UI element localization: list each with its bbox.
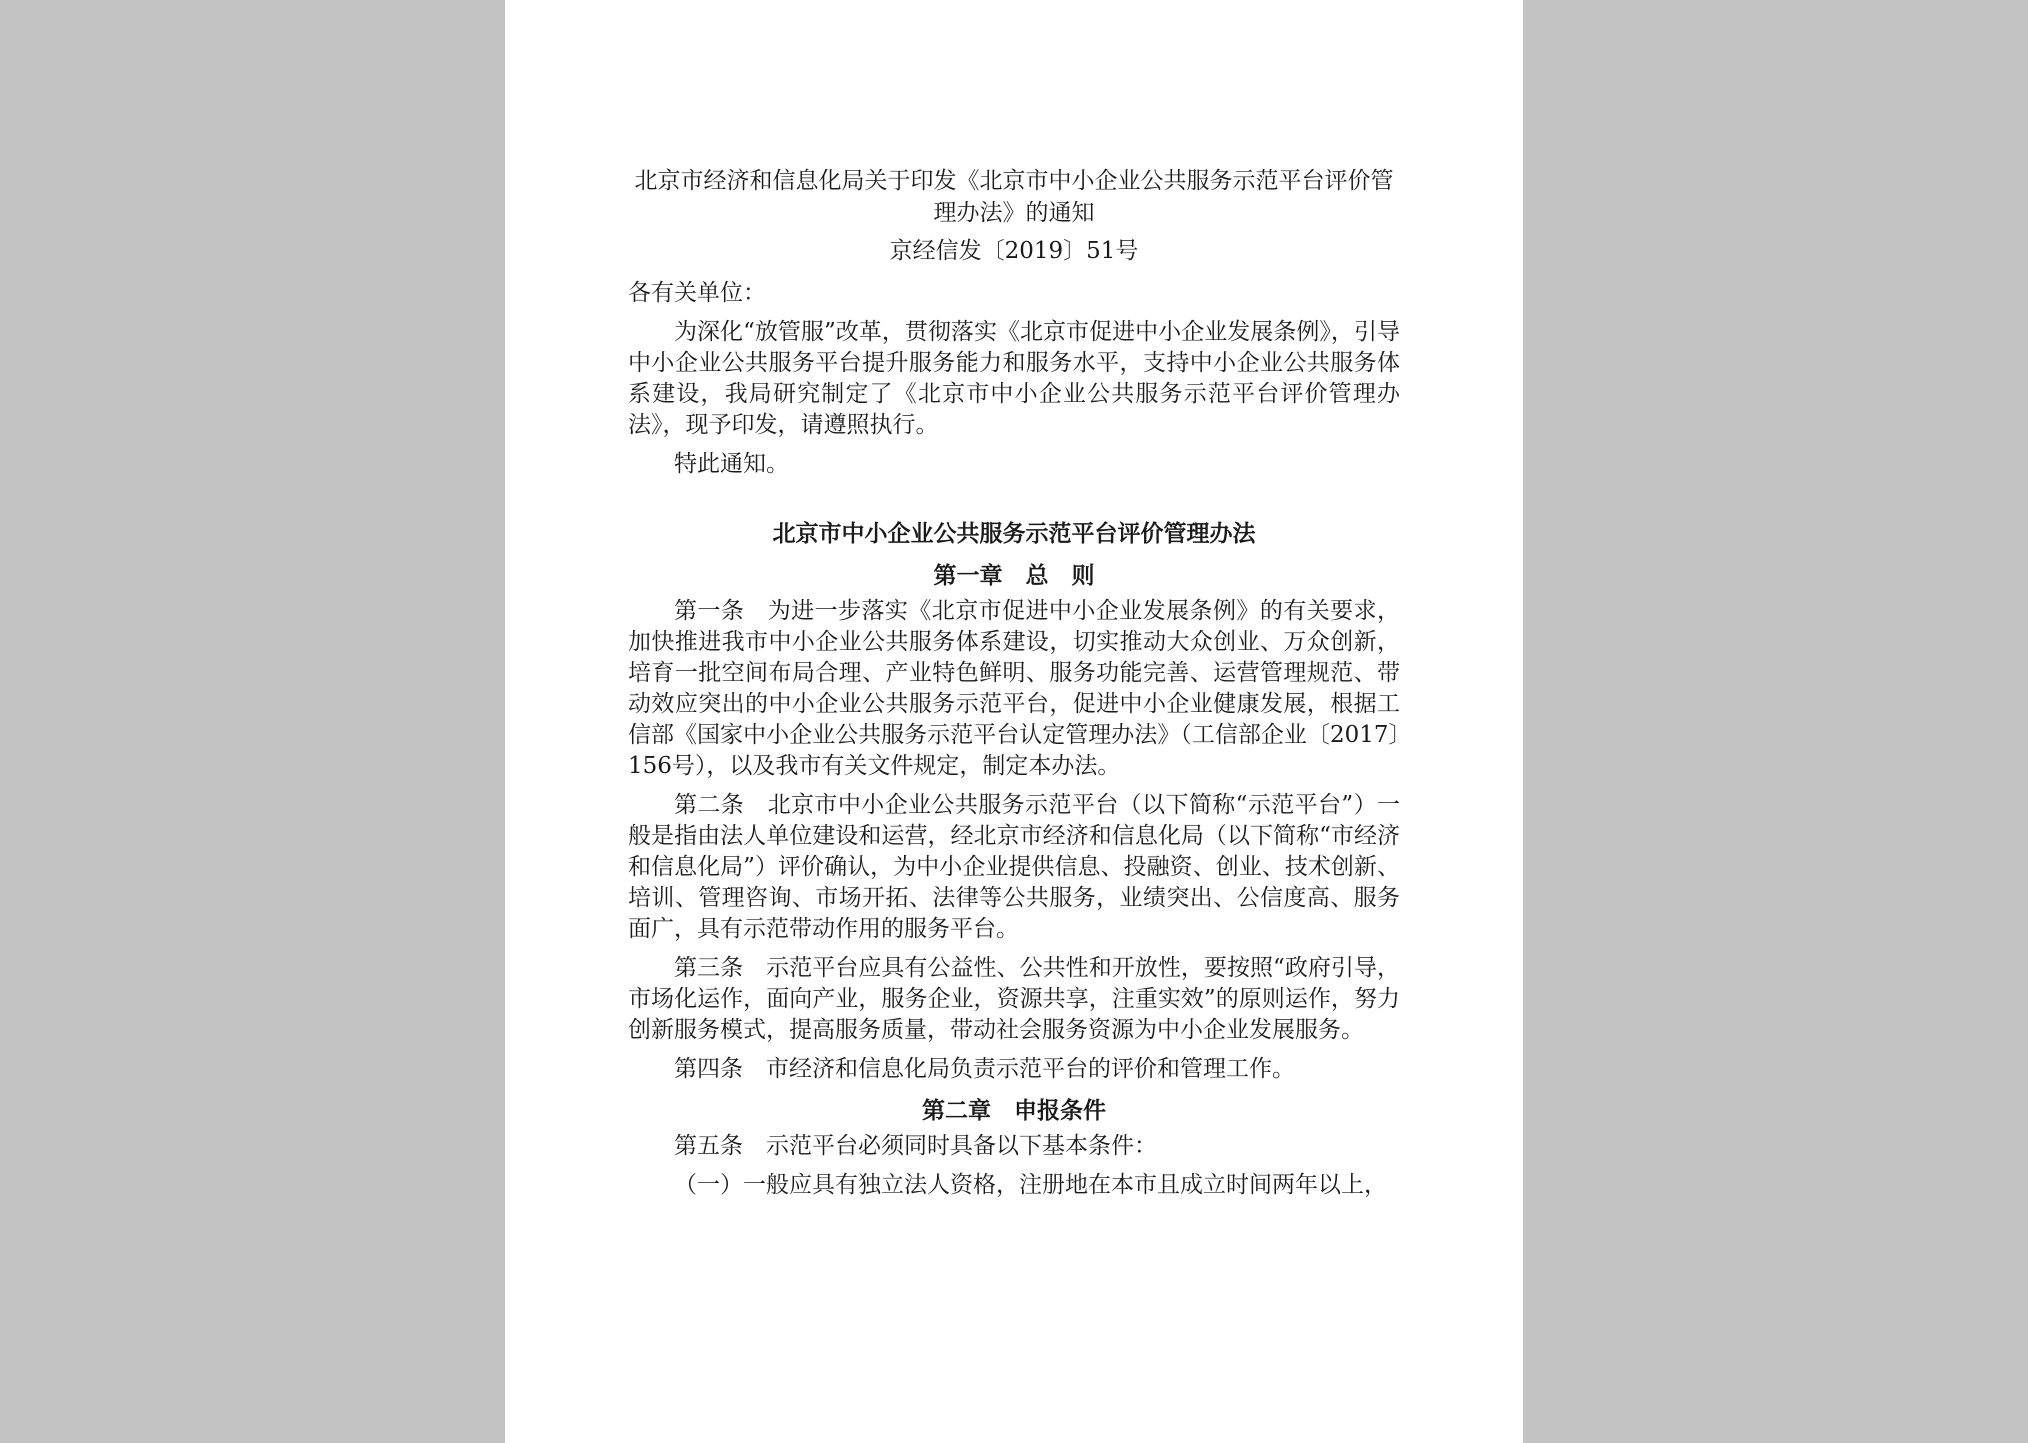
document-page xyxy=(505,0,1523,1443)
measures-title: 北京市中小企业公共服务示范平台评价管理办法 xyxy=(772,520,1256,547)
article-5: 第五条 示范平台必须同时具备以下基本条件： xyxy=(674,1133,1157,1159)
document-number: 京经信发〔2019〕51号 xyxy=(889,238,1139,264)
article-3: 第三条 示范平台应具有公益性、公共性和开放性，要按照“政府引导，市场化运作，面向产业，服务企业，资源共享，注重实效”的原则运作，努力创新服务模式，提高服务质量，带动社会服务资源为中小企业发展服务。 xyxy=(628,955,1400,1043)
chapter-2-heading: 第二章 申报条件 xyxy=(922,1097,1106,1124)
chapter-1-heading: 第一章 总 则 xyxy=(933,562,1095,589)
article-2: 第二条 北京市中小企业公共服务示范平台（以下简称“示范平台”）一般是指由法人单位建设和运营，经北京市经济和信息化局（以下简称“市经济和信息化局”）评价确认，为中小企业提供信息、投融资、创业、技术创新、培训、管理咨询、市场开拓、法律等公共服务，业绩突出、公信度高、服务面广，具有示范带动作用的服务平台。 xyxy=(628,792,1400,942)
document-content xyxy=(628,165,1400,1201)
notice-closing: 特此通知。 xyxy=(674,451,789,477)
chapter-1-articles xyxy=(628,596,1400,1085)
salutation: 各有关单位： xyxy=(628,280,766,306)
article-5-item-1: （一）一般应具有独立法人资格，注册地在本市且成立时间两年以上， xyxy=(674,1172,1387,1198)
chapter-2-articles xyxy=(628,1131,1400,1201)
article-4: 第四条 市经济和信息化局负责示范平台的评价和管理工作。 xyxy=(674,1056,1295,1082)
notice-title: 北京市经济和信息化局关于印发《北京市中小企业公共服务示范平台评价管理办法》的通知 xyxy=(634,168,1394,226)
notice-paragraph: 为深化“放管服”改革，贯彻落实《北京市促进中小企业发展条例》，引导中小企业公共服务平台提升服务能力和服务水平，支持中小企业公共服务体系建设，我局研究制定了《北京市中小企业公共服务示范平台评价管理办法》，现予印发，请遵照执行。 xyxy=(628,319,1400,438)
article-1: 第一条 为进一步落实《北京市促进中小企业发展条例》的有关要求，加快推进我市中小企业公共服务体系建设，切实推动大众创业、万众创新，培育一批空间布局合理、产业特色鲜明、服务功能完善、运营管理规范、带动效应突出的中小企业公共服务示范平台，促进中小企业健康发展，根据工信部《国家中小企业公共服务示范平台认定管理办法》（工信部企业〔2017〕156号），以及我市有关文件规定，制定本办法。 xyxy=(628,598,1400,779)
